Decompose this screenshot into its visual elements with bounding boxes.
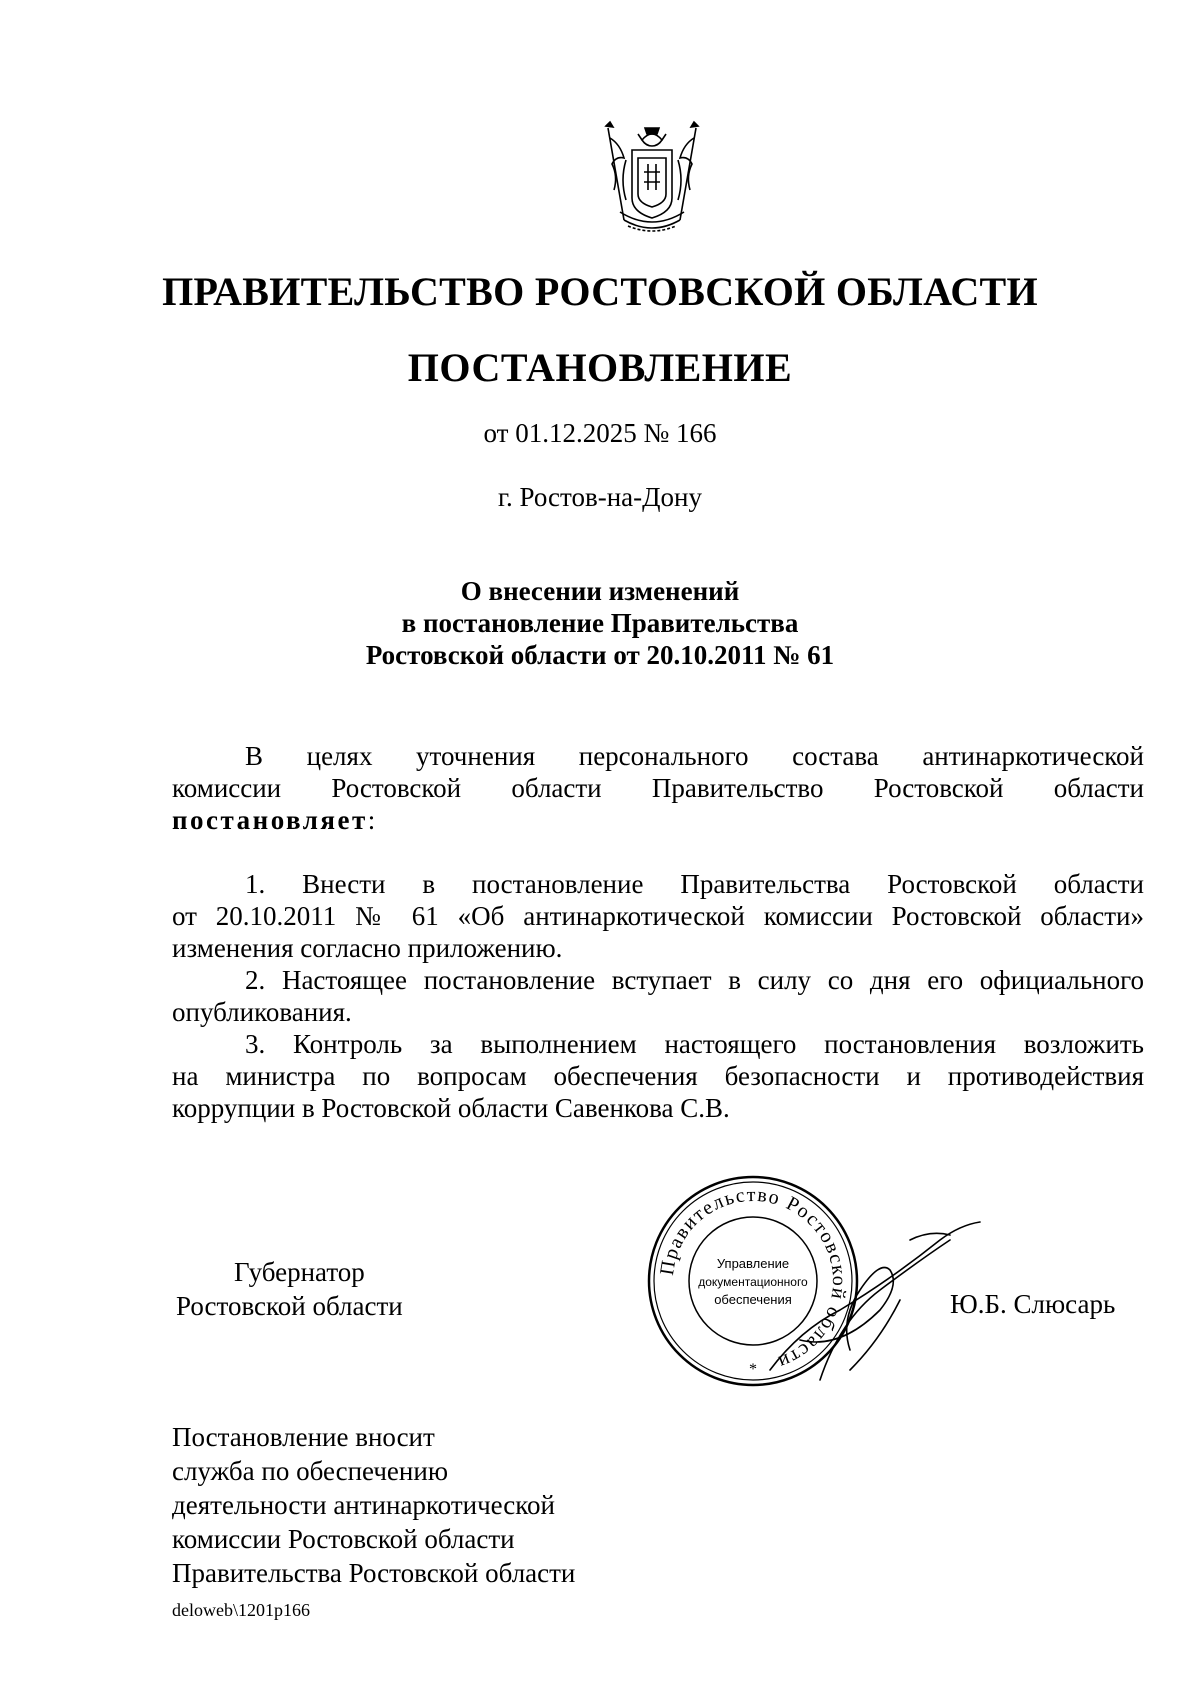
point-1-line: от 20.10.2011 № 61 «Об антинаркотической комиссии Ростовской области» (172, 901, 1144, 931)
document-date-number: от 01.12.2025 № 166 (483, 418, 717, 448)
seal-star: * (749, 1361, 757, 1378)
document-subject (0, 575, 1200, 671)
signatory-title (176, 1255, 403, 1323)
document-type: ПОСТАНОВЛЕНИЕ (407, 345, 793, 390)
decree-line (172, 804, 1144, 836)
preamble-line: комиссии Ростовской области Правительство Ростовской области (172, 773, 1144, 803)
point-1-line: изменения согласно приложению. (172, 933, 563, 963)
seal-ring-text: Правительство Ростовской области (655, 1183, 851, 1374)
point-2-line: 2. Настоящее постановление вступает в силу со дня его официального (245, 965, 1144, 995)
submitter-line: служба по обеспечению (172, 1456, 448, 1486)
submitter-line: Правительства Ростовской области (172, 1558, 576, 1588)
preamble-paragraph (172, 740, 1144, 836)
submitted-by-block (172, 1420, 575, 1590)
signatory-title-line: Ростовской области (176, 1291, 403, 1321)
submitter-line: деятельности антинаркотической (172, 1490, 555, 1520)
decree-colon: : (367, 805, 376, 835)
point-3-line: на министра по вопросам обеспечения безопасности и противодействия (172, 1061, 1144, 1091)
document-city: г. Ростов-на-Дону (497, 482, 702, 512)
point-3-line: 3. Контроль за выполнением настоящего постановления возложить (245, 1029, 1144, 1059)
seal-center-line: документационного (698, 1275, 808, 1289)
point-3-line: коррупции в Ростовской области Савенкова С.В. (172, 1093, 730, 1123)
seal-center-line: обеспечения (714, 1292, 792, 1307)
submitter-line: комиссии Ростовской области (172, 1524, 515, 1554)
signatory-name: Ю.Б. Слюсарь (950, 1289, 1116, 1319)
seal-center-line: Управление (716, 1256, 790, 1271)
decree-word: постановляет (172, 805, 368, 835)
coat-of-arms-emblem (598, 120, 706, 236)
signatory-title-line: Губернатор (234, 1257, 365, 1287)
preamble-line: В целях уточнения персонального состава антинаркотической (245, 741, 1144, 771)
subject-line: в постановление Правительства (401, 608, 799, 638)
submitter-line: Постановление вносит (172, 1422, 435, 1452)
point-1-line: 1. Внести в постановление Правительства Ростовской области (245, 869, 1144, 899)
government-title: ПРАВИТЕЛЬСТВО РОСТОВСКОЙ ОБЛАСТИ (162, 269, 1038, 314)
decree-points (172, 868, 1144, 1124)
subject-line: Ростовской области от 20.10.2011 № 61 (365, 640, 835, 670)
point-2-line: опубликования. (172, 997, 352, 1027)
file-code: deloweb\1201p166 (172, 1600, 310, 1620)
subject-line: О внесении изменений (460, 576, 740, 606)
